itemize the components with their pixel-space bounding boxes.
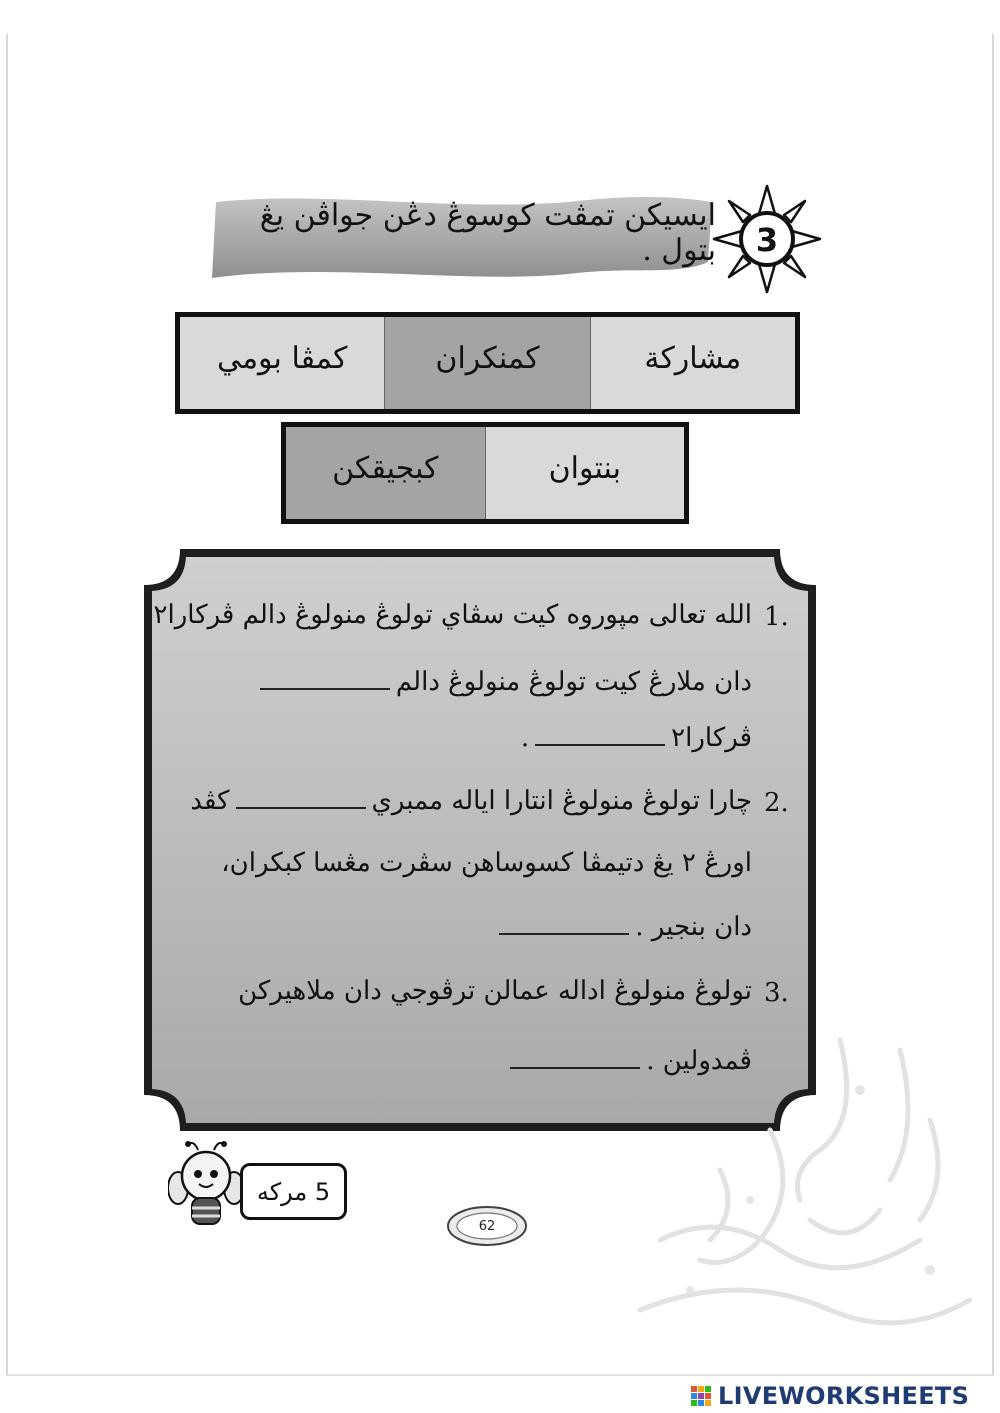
question-1-line-3-text: ڤركارا٢ [671,723,752,753]
answer-blank-2[interactable] [535,728,665,746]
question-3-line-1: تولوڠ منولوڠ اداله عمالن ترڤوجي دان ملاهيركن [238,976,752,1006]
word-option[interactable]: كمنكران [385,317,590,409]
answer-blank-3[interactable] [236,791,366,809]
brand-footer [690,1381,969,1411]
word-bank-row-2 [281,422,689,524]
question-2-line-3-text: دان بنجير . [635,912,752,942]
question-2-line-1-text: چارا تولوڠ منولوڠ انتارا اياله ممبري [371,786,752,816]
question-number: 3. [764,978,789,1008]
answer-blank-4[interactable] [499,917,629,935]
question-3-line-2-text: ڤمدولين . [646,1046,752,1076]
question-number: 2. [764,788,789,818]
question-1-line-2-text: دان ملارڠ كيت تولوڠ منولوڠ دالم [395,667,752,697]
calligraphy-watermark [600,1010,990,1360]
word-option[interactable]: كبجيقكن [286,427,486,519]
question-1-line-2 [254,667,752,697]
brand-name[interactable]: LIVEWORKSHEETS [718,1382,970,1410]
question-2-line-1 [190,786,752,816]
question-2-line-3 [493,912,752,942]
exercise-number: 3 [755,221,779,259]
question-1-end: . [520,723,530,753]
page-edge-bottom [6,1374,994,1376]
word-option[interactable]: بنتوان [486,427,685,519]
instruction-text: ايسيكن تمڤت كوسوڠ دڠن جواڤن يڠ بتول . [259,198,716,268]
question-2-line-2: اورڠ ٢ يڠ دتيمڤا كسوساهن سڤرت مڠسا كبكران، [221,848,752,878]
page-edge-right [992,34,994,1374]
liveworksheets-logo-icon [690,1385,712,1407]
word-bank-row-1 [175,312,800,414]
question-1-line-3 [521,723,752,753]
word-option[interactable]: كمڤا بومي [180,317,385,409]
score-box: 5 مركه [240,1163,347,1220]
bee-mascot-icon [168,1138,244,1238]
word-option[interactable]: مشاركة [591,317,795,409]
page-number: 62 [478,1218,496,1234]
question-1-line-1: الله تعالى مپوروه كيت سڤاي تولوڠ منولوڠ دالم ڤركارا٢ [153,600,752,630]
answer-blank-1[interactable] [260,672,390,690]
exercise-number-sun-icon [712,184,822,294]
question-number: 1. [764,602,789,632]
page-edge-left [6,34,8,1374]
question-2-line-1-end: كڤد [190,786,230,816]
